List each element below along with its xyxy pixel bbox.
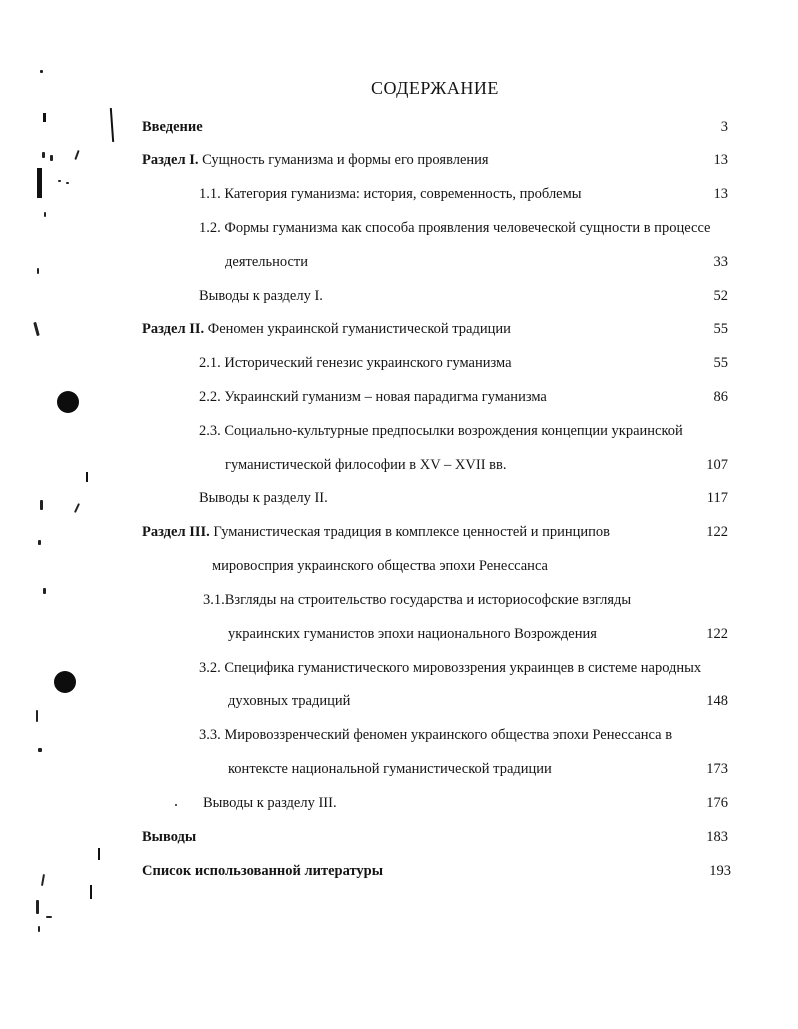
toc-entry-section-1: Раздел I. Сущность гуманизма и формы его проявления bbox=[142, 152, 489, 168]
toc-page-number: 86 bbox=[713, 389, 728, 405]
scan-smudge bbox=[37, 168, 42, 198]
scan-fleck bbox=[40, 500, 43, 510]
scan-fleck bbox=[38, 540, 41, 545]
scan-fleck bbox=[43, 113, 46, 122]
page-title: СОДЕРЖАНИЕ bbox=[371, 78, 499, 98]
scan-fleck bbox=[98, 848, 100, 860]
scan-fleck bbox=[44, 212, 46, 217]
toc-entry-conclusions: Выводы bbox=[142, 829, 197, 845]
toc-entry-introduction: Введение bbox=[142, 119, 203, 135]
toc-entry-2-3: 2.3. Социально-культурные предпосылки возрождения концепции украинской bbox=[199, 423, 683, 439]
scan-fleck bbox=[175, 804, 177, 806]
toc-entry-2-3-cont: гуманистической философии в XV – XVII вв. bbox=[225, 457, 507, 473]
toc-page-number: 122 bbox=[706, 626, 728, 642]
scan-fleck bbox=[90, 885, 92, 899]
toc-page-number: 117 bbox=[706, 490, 728, 506]
toc-entry-1-2: 1.2. Формы гуманизма как способа проявления человеческой сущности в процессе bbox=[199, 220, 711, 236]
toc-entry-section-3: Раздел III. Гуманистическая традиция в комплексе ценностей и принципов bbox=[142, 524, 611, 540]
toc-entry-3-2: 3.2. Специфика гуманистического мировоззрения украинцев в системе народных bbox=[199, 660, 702, 676]
toc-entry-conclusions-3: Выводы к разделу III. bbox=[203, 795, 337, 811]
toc-entry-3-1: 3.1.Взгляды на строительство государства и историософские взгляды bbox=[203, 592, 632, 608]
toc-entry-2-1: 2.1. Исторический генезис украинского гуманизма bbox=[199, 355, 512, 371]
toc-page-number: 13 bbox=[713, 186, 728, 202]
scan-fleck bbox=[58, 180, 61, 182]
toc-entry-section-2: Раздел II. Феномен украинской гуманистической традиции bbox=[142, 321, 511, 337]
toc-page-number: 183 bbox=[706, 829, 728, 845]
toc-entry-conclusions-1: Выводы к разделу I. bbox=[199, 288, 323, 304]
scan-line bbox=[110, 108, 114, 142]
scan-fleck bbox=[41, 874, 45, 886]
scan-fleck bbox=[46, 916, 52, 918]
toc-page-number: 148 bbox=[706, 693, 728, 709]
toc-entry-3-1-cont: украинских гуманистов эпохи национального Возрождения bbox=[228, 626, 597, 642]
toc-entry-1-1: 1.1. Категория гуманизма: история, современность, проблемы bbox=[199, 186, 582, 202]
scan-fleck bbox=[38, 926, 40, 932]
scan-fleck bbox=[66, 182, 69, 184]
scan-fleck bbox=[74, 503, 80, 513]
binder-hole bbox=[54, 671, 76, 693]
scan-fleck bbox=[50, 155, 53, 161]
toc-page-number: 52 bbox=[713, 288, 728, 304]
toc-page-number: 122 bbox=[706, 524, 728, 540]
scan-fleck bbox=[38, 748, 42, 752]
toc-entry-2-2: 2.2. Украинский гуманизм – новая парадигма гуманизма bbox=[199, 389, 547, 405]
scan-fleck bbox=[86, 472, 88, 482]
scan-fleck bbox=[33, 322, 40, 336]
toc-entry-3-2-cont: духовных традиций bbox=[228, 693, 351, 709]
toc-page-number: 3 bbox=[720, 119, 728, 135]
scan-fleck bbox=[40, 70, 43, 73]
toc-page-number: 13 bbox=[713, 152, 728, 168]
scan-fleck bbox=[36, 710, 38, 722]
toc-page-number: 193 bbox=[709, 863, 731, 879]
toc-entry-bibliography: Список использованной литературы bbox=[142, 863, 384, 879]
toc-page-number: 55 bbox=[713, 321, 728, 337]
scan-fleck bbox=[36, 900, 39, 914]
toc-entry-section-3-cont: мировосприя украинского общества эпохи Ренессанса bbox=[212, 558, 548, 574]
scan-fleck bbox=[43, 588, 46, 594]
toc-page-number: 33 bbox=[713, 254, 728, 270]
scan-fleck bbox=[42, 152, 45, 158]
toc-entry-1-2-cont: деятельности bbox=[225, 254, 309, 270]
toc-page-number: 55 bbox=[713, 355, 728, 371]
toc-page-number: 107 bbox=[706, 457, 728, 473]
toc-page-number: 173 bbox=[706, 761, 728, 777]
toc-entry-conclusions-2: Выводы к разделу II. bbox=[199, 490, 328, 506]
scan-fleck bbox=[74, 150, 79, 160]
binder-hole bbox=[57, 391, 79, 413]
toc-entry-3-3: 3.3. Мировоззренческий феномен украинского общества эпохи Ренессанса в bbox=[199, 727, 673, 743]
toc-entry-3-3-cont: контексте национальной гуманистической традиции bbox=[228, 761, 552, 777]
scan-fleck bbox=[37, 268, 39, 274]
toc-page-number: 176 bbox=[706, 795, 728, 811]
